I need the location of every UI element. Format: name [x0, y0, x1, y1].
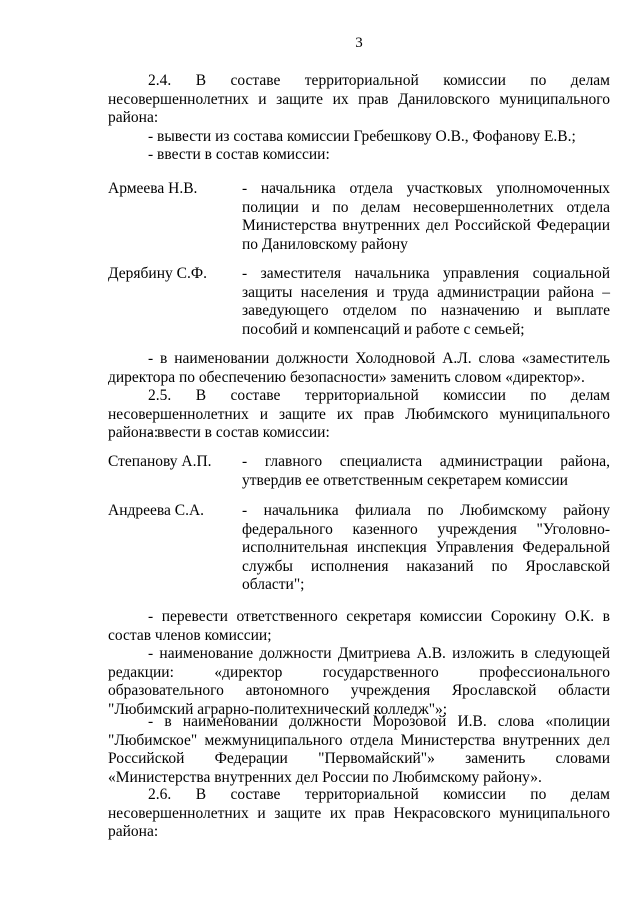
rename-position-morozova-paragraph: - в наименовании должности Морозовой И.В. слова «полиции "Любимское" межмуниципального отдела Министерства внутренних дел Российской Федерации "Первомайский"» заменить словами «Министерства внутренних дел России по Любимскому району». — [108, 713, 610, 786]
member-position: - начальника филиала по Любимскому району федерального казенного учреждения "Уголовно-исполнительная инспекция Управления Федеральной службы исполнения наказаний по Ярославской области"; — [242, 502, 610, 593]
add-members-line: - ввести в состав комиссии: — [148, 424, 330, 441]
member-position: - главного специалиста администрации района, утвердив ее ответственным секретарем комиссии — [242, 453, 610, 489]
add-members-line: - ввести в состав комиссии: — [148, 146, 330, 163]
paragraph-2-5: 2.5. В составе территориальной комиссии по делам несовершеннолетних и защите их прав Любимского муниципального района: — [108, 387, 610, 441]
member-name: Армеева Н.В. — [108, 180, 198, 197]
paragraph-2-6: 2.6. В составе территориальной комиссии по делам несовершеннолетних и защите их прав Некрасовского муниципального района: — [108, 786, 610, 840]
paragraph-2-4: 2.4. В составе территориальной комиссии по делам несовершеннолетних и защите их прав Даниловского муниципального района: — [108, 72, 610, 126]
rename-position-dmitriev-paragraph: - наименование должности Дмитриева А.В. изложить в следующей редакции: «директор государственного профессионального образовательного автономного учреждения Ярославской области "Любимский аграрно-политехнический колледж"»; — [108, 645, 610, 718]
member-name: Дерябину С.Ф. — [108, 265, 207, 282]
member-position: - заместителя начальника управления социальной защиты населения и труда администрации района – заведующего отделом по назначению и выплате пособий и компенсаций и работе с семьей; — [242, 265, 610, 338]
rename-position-paragraph: - в наименовании должности Холодновой А.Л. слова «заместитель директора по обеспечению безопасности» заменить словом «директор». — [108, 350, 610, 386]
member-name: Степанову А.П. — [108, 453, 212, 470]
page-number: 3 — [355, 35, 363, 51]
transfer-secretary-paragraph: - перевести ответственного секретаря комиссии Сорокину О.К. в состав членов комиссии; — [108, 608, 610, 644]
member-position: - начальника отдела участковых уполномоченных полиции и по делам несовершеннолетних отдела Министерства внутренних дел Российской Федерации по Даниловскому району — [242, 180, 610, 253]
member-name: Андреева С.А. — [108, 502, 205, 519]
remove-members-line: - вывести из состава комиссии Гребешкову О.В., Фофанову Е.В.; — [148, 128, 576, 145]
